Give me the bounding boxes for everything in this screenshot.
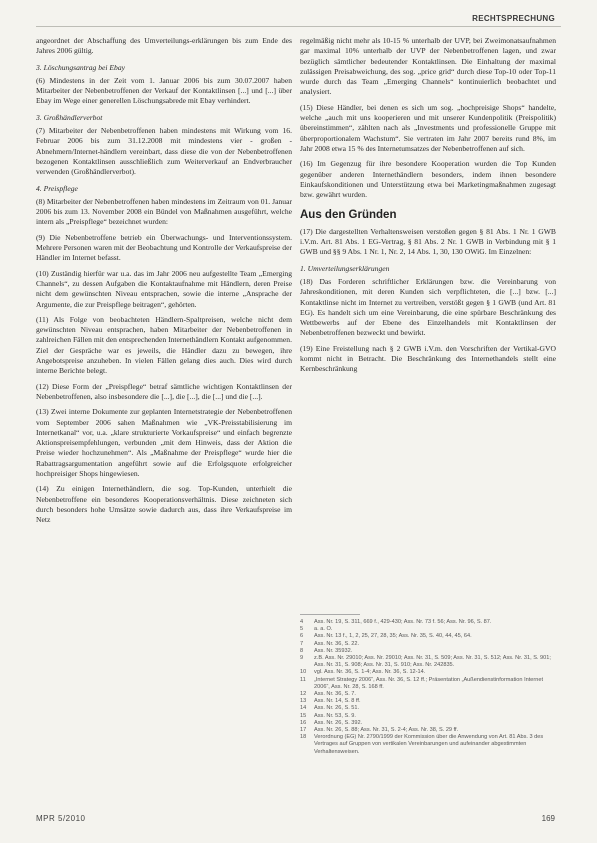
paragraph: (13) Zwei interne Dokumente zur geplanten Internetstrategie der Nebenbetroffenen vom September 2006 sahen Maßnahmen wie „VK-Preisstabilisierung im Internetkanal“ vor, u.a. „klare strukturierte Vorkaufspreise“ und einfach begrenzte Aktionspreisempfehlungen, verbunden „mit dem Hinweis, dass der Aktion die Preise wieder hochzunehmen“. Als „Maßnahme der Preispflege“ wurde hier die Rabattragsargumentation angeführt sowie auf die Erfolgsquote erfolgreicher hochpreisiger Shops hingewiesen.: [36, 407, 292, 478]
footnote-number: 18: [300, 734, 307, 741]
footnote: [300, 720, 556, 727]
footnote: [300, 713, 556, 720]
journal-issue: MPR 5/2010: [36, 814, 86, 823]
footnote: [300, 677, 556, 691]
footnote-number: 6: [300, 633, 304, 640]
footnote-number: 7: [300, 640, 304, 647]
footnote-text: Ass. Nr. 26, S. 51.: [314, 705, 360, 712]
footnote: [300, 727, 556, 734]
page-number: 169: [541, 814, 555, 823]
paragraph: angeordnet der Abschaffung des Umverteilungs-erklärungen bis zum Ende des Jahres 2006 gültig.: [36, 36, 292, 56]
footnote-text: vgl. Ass. Nr. 36, S. 1-4; Ass. Nr. 36, S. 12-14.: [314, 669, 426, 676]
footnote-text: a. a. O.: [314, 626, 333, 633]
paragraph: (14) Zu einigen Internethändlern, die sog. Top-Kunden, unterhielt die Nebenbetroffene ein besonderes Kooperationsverhältnis. Diese zeichneten sich durch besonders hohe Umsätze sowie dadurch aus, dass ihre Verkaufspreise im Netz: [36, 484, 292, 525]
footnote: [300, 648, 556, 655]
footnote: [300, 705, 556, 712]
section-heading: Aus den Gründen: [300, 209, 397, 222]
footnote-text: Ass. Nr. 26, S. 392.: [314, 719, 363, 726]
footnote-number: 17: [300, 727, 307, 734]
footnote-number: 15: [300, 712, 307, 719]
footnote-text: „Internet Strategy 2006“, Ass. Nr. 36, S. 12 ff.; Präsentation „Außendienstinformation Internet 2006“, Ass. Nr. 28, S. 168 ff.: [314, 676, 544, 690]
footnote-text: Ass. Nr. 19, S. 311, 669 f., 429-430; Ass. Nr. 73 f. 56; Ass. Nr. 96, S. 87.: [314, 619, 492, 625]
paragraph: regelmäßig nicht mehr als 10-15 % unterhalb der UVP, bei Zweimonatsaufnahmen gar maximal 10% unterhalb der UVP der Nebenbetroffenen lagen, und zwar bezüglich sämtlicher bedeutender Kontaktlinsen. Die Einhaltung der maximal zulässigen Preisabweichung, des sog. „price grid“ durch diese Top-10 oder Top-11 wurde durch das Team „Emerging Channels“ kontinuierlich beobachtet und analysiert.: [300, 36, 556, 97]
paragraph: (12) Diese Form der „Preispflege“ betraf sämtliche wichtigen Kontaktlinsen der Nebenbetroffenen, also insbesondere die [...], die [...], die [...] und die [...].: [36, 381, 292, 401]
footnote: [300, 619, 556, 626]
paragraph: (19) Eine Freistellung nach § 2 GWB i.V.m. den Vorschriften der Vertikal-GVO kommt nicht in Betracht. Die Beschränkung des Internethandels stellt eine Kernbeschränkung: [300, 343, 556, 374]
paragraph: (7) Mitarbeiter der Nebenbetroffenen haben mindestens mit Wirkung vom 16. Februar 2006 bis zum 31.12.2008 mit mindestens vier - großen - Abnehmern/Internet-händlern vereinbart, dass diese die von der Nebenbetroffenen bezogenen Kontaktlinsen ausschließlich zum Weiterverkauf an Endverbraucher verwenden (Großhändlerverbot).: [36, 126, 292, 177]
footnote-number: 5: [300, 626, 304, 633]
header-rule: [36, 26, 561, 27]
footnote-rule: [300, 614, 360, 615]
paragraph: (6) Mindestens in der Zeit vom 1. Januar 2006 bis zum 30.07.2007 haben Mitarbeiter der Nebenbetroffenen der Verkauf der Kontaktlinsen [...] und [...] über Ebay im Wege einer generellen Löschungsabrede mit Ebay verhindert.: [36, 75, 292, 106]
footnote-text: Ass. Nr. 35932.: [314, 647, 353, 654]
footnote-number: 9: [300, 655, 304, 662]
section-heading: 3. Großhändlerverbot: [36, 112, 103, 122]
paragraph: (10) Zuständig hierfür war u.a. das im Jahr 2006 neu aufgestellte Team „Emerging Channels“, zu dessen Aufgaben die Kontaktaufnahme mit Händlern, deren Preise nicht dem gewünschten Niveau entsprachen, sowie die interne „Ansprache der Argumente, die zur Preispflege beitragen“, gehörten.: [36, 268, 292, 309]
footnote-number: 13: [300, 698, 307, 705]
footnote-text: Ass. Nr. 36, S. 7.: [314, 691, 356, 698]
paragraph: (11) Als Folge von beobachteten Händlern-Spaltpreisen, welche nicht dem gewünschten Niveau entsprachen, haben Mitarbeiter der Nebenbetroffenen in zahlreichen Fällen mit den entsprechenden Internethändlern Kontakt aufgenommen. Ziel der Gespräche war es jeweils, die Händler dazu zu bewegen, ihre Angebotspreise anzuheben. In vielen Fällen gelang dies auch. Dies wird durch interne Berichte belegt.: [36, 314, 292, 376]
paragraph: (18) Das Forderen schriftlicher Erklärungen bzw. die Vereinbarung von Jahreskonditionen, mit deren Kunden sich verpflichteten, die [...] bzw. [...] Kontaktlinse nicht im Internet zu vertreiben, verstößt gegen § 1 GWB (und Art. 81 EG). Es handelt sich um eine Vereinbarung, die eine spürbare Beschränkung des Wettbewerbs auf der Ebene des Einzelhandels mit Kontaktlinsen der Nebenbetroffenen bezweckt und bewirkt.: [300, 276, 556, 338]
footnotes: [300, 614, 556, 756]
footnote: [300, 734, 556, 756]
section-tag: RECHTSPRECHUNG: [472, 14, 555, 23]
footnote-text: Ass. Nr. 14, S. 8 ff.: [314, 698, 361, 705]
footnote-text: Ass. Nr. 13 f., 1, 2, 25, 27, 28, 35; Ass. Nr. 35, S. 40, 44, 45, 64.: [314, 633, 472, 640]
section-heading: 3. Löschungsantrag bei Ebay: [36, 62, 126, 72]
footnote-text: Ass. Nr. 53, S. 9.: [314, 712, 356, 719]
section-heading: 4. Preispflege: [36, 183, 78, 193]
footnote-text: z.B. Ass. Nr. 29010; Ass. Nr. 29010; Ass. Nr. 31, S. 509; Ass. Nr. 31, S. 512; Ass. Nr. 31, S. 901; Ass. Nr. 31, S. 908; Ass. Nr. 31, S. 910; Ass. Nr. 242835.: [314, 655, 551, 669]
paragraph: (9) Die Nebenbetroffene betrieb ein Überwachungs- und Interventionssystem. Mehrere Personen waren mit der Beobachtung und Kontrolle der Verkaufspreise der Händler im Internet befasst.: [36, 232, 292, 263]
footnote-number: 16: [300, 719, 307, 726]
footnote-number: 8: [300, 647, 304, 654]
section-heading: 1. Umverteilungserklärungen: [300, 263, 390, 273]
footnote-text: Verordnung (EG) Nr. 2790/1999 der Kommission über die Anwendung von Art. 81 Abs. 3 des Vertrages auf Gruppen von vertikalen Vereinbarungen und aufeinander abgestimmten Verhaltensweisen.: [314, 734, 544, 755]
footnote-text: Ass. Nr. 26, S. 88; Ass. Nr. 31, S. 2-4; Ass. Nr. 38, S. 29 ff.: [314, 727, 459, 734]
footnote-number: 11: [300, 676, 306, 683]
footnote-number: 4: [300, 619, 304, 625]
footnote-text: Ass. Nr. 36, S. 22.: [314, 640, 360, 647]
left-column: [36, 36, 292, 530]
footnote: [300, 691, 556, 698]
paragraph: (8) Mitarbeiter der Nebenbetroffenen haben mindestens im Zeitraum von 01. Januar 2006 bis zum 13. November 2008 ein Bündel von Maßnahmen ausgeführt, welche intern als „Preispflege“ bezeichnet wurden:: [36, 196, 292, 227]
footnote-number: 14: [300, 705, 307, 712]
footnote: [300, 655, 556, 669]
right-column: [300, 36, 556, 380]
footnote: [300, 626, 556, 633]
footnote: [300, 641, 556, 648]
paragraph: (15) Diese Händler, bei denen es sich um sog. „hochpreisige Shops“ handelte, welche „auch mit uns kooperieren und mit unserer Kundenpolitik (Preispolitik) übereinstimmen“, zählten nach als „Investments und professionelle Gruppe mit überproportionalem Wachstum“. Sie vertraten im Jahr 2007 bereits rund 8%, im Jahr 2008 etwa 15 % des Internetumsatzes der Nebenbetroffenen auf sich.: [300, 102, 556, 153]
footnote: [300, 669, 556, 676]
paragraph: (17) Die dargestellten Verhaltensweisen verstoßen gegen § 81 Abs. 1 Nr. 1 GWB i.V.m. Art. 81 Abs. 1 EG-Vertrag, § 81 Abs. 2 Nr. 1 GWB in Verbindung mit § 1 GWB und §§ 9 Abs. 1 Nr. 1, Nr. 2, 14 Abs. 1, 30, 130 OWiG. Im Einzelnen:: [300, 226, 556, 257]
footnote: [300, 633, 556, 640]
footnote: [300, 698, 556, 705]
paragraph: (16) Im Gegenzug für ihre besondere Kooperation wurden die Top Kunden gegenüber anderen Internethändlern besonders, indem ihnen besondere Einkaufskonditionen und Unterstützung etwa bei Marketingmaßnahmen zugesagt bzw. gewährt wurden.: [300, 159, 556, 200]
footnote-number: 12: [300, 691, 307, 698]
footnote-number: 10: [300, 669, 307, 676]
